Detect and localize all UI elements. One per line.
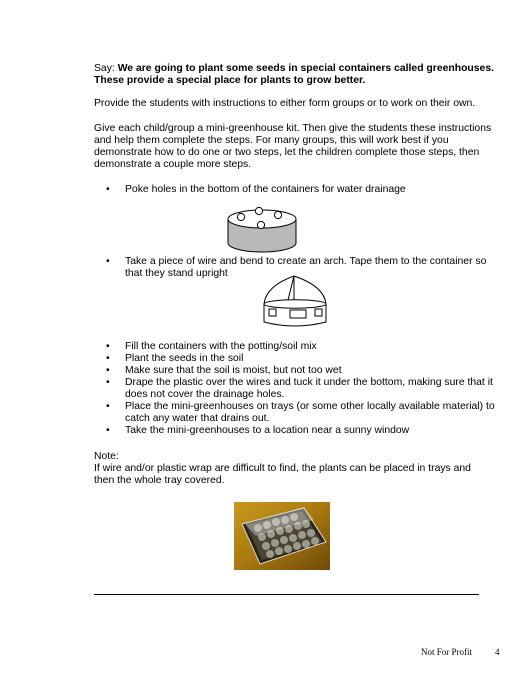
list-item <box>106 184 504 196</box>
list-item <box>106 425 504 437</box>
tray-photo <box>234 502 330 570</box>
page-number: 4 <box>495 647 500 657</box>
container-holes-drawing <box>222 202 302 258</box>
bullet-icon: • <box>106 365 110 376</box>
kit-line: demonstrate how to do one or two steps, let the children complete those steps, then <box>94 147 480 158</box>
bullet-icon: • <box>106 425 110 436</box>
step-text: Make sure that the soil is moist, but not too wet <box>125 365 342 376</box>
bullet-icon: • <box>106 377 110 388</box>
say-bold-line2: These provide a special place for plants to grow better. <box>94 75 366 86</box>
step-text: Plant the seeds in the soil <box>125 353 244 364</box>
say-paragraph <box>94 63 504 87</box>
step1-list <box>106 184 504 196</box>
bullet-icon: • <box>106 401 110 412</box>
step-text: Place the mini-greenhouses on trays (or some other locally available material) to <box>125 401 495 412</box>
step2-line1: Take a piece of wire and bend to create an arch. Tape them to the container so <box>125 256 487 267</box>
bullet-icon: • <box>106 353 110 364</box>
wire-arch-drawing <box>258 272 334 332</box>
bullet-icon: • <box>106 341 110 352</box>
step-text: Drape the plastic over the wires and tuck it under the bottom, making sure that it <box>125 377 493 388</box>
step1-text: Poke holes in the bottom of the containers for water drainage <box>125 184 406 195</box>
footer-divider <box>94 594 479 595</box>
steps-list <box>106 341 504 437</box>
list-item <box>106 365 504 377</box>
list-item <box>106 353 504 365</box>
kit-paragraph <box>94 123 504 171</box>
kit-line: and help them complete the steps. For many groups, this will work best if you <box>94 135 449 146</box>
step-text: does not cover the drainage holes. <box>125 389 285 400</box>
bullet-icon: • <box>106 256 110 267</box>
step2-line2: that they stand upright <box>125 268 228 279</box>
say-bold-line1: We are going to plant some seeds in special containers called greenhouses. <box>117 63 494 74</box>
footer-label: Not For Profit <box>421 647 473 657</box>
step-text: Fill the containers with the potting/soil mix <box>125 341 317 352</box>
kit-line: Give each child/group a mini-greenhouse kit. Then give the students these instructions <box>94 123 492 134</box>
list-item <box>106 401 504 425</box>
bullet-icon: • <box>106 184 110 195</box>
list-item <box>106 377 504 401</box>
instructions-paragraph: Provide the students with instructions to either form groups or to work on their own. <box>94 98 476 109</box>
kit-line: demonstrate a couple more steps. <box>94 159 252 170</box>
say-prefix: Say: <box>94 63 118 74</box>
note-paragraph <box>94 451 504 487</box>
list-item <box>106 341 504 353</box>
step-text: catch any water that drains out. <box>125 413 270 424</box>
note-heading: Note: <box>94 451 119 462</box>
note-line1: If wire and/or plastic wrap are difficult to find, the plants can be placed in trays and <box>94 463 471 474</box>
step-text: Take the mini-greenhouses to a location near a sunny window <box>125 425 410 436</box>
note-line2: then the whole tray covered. <box>94 475 225 486</box>
